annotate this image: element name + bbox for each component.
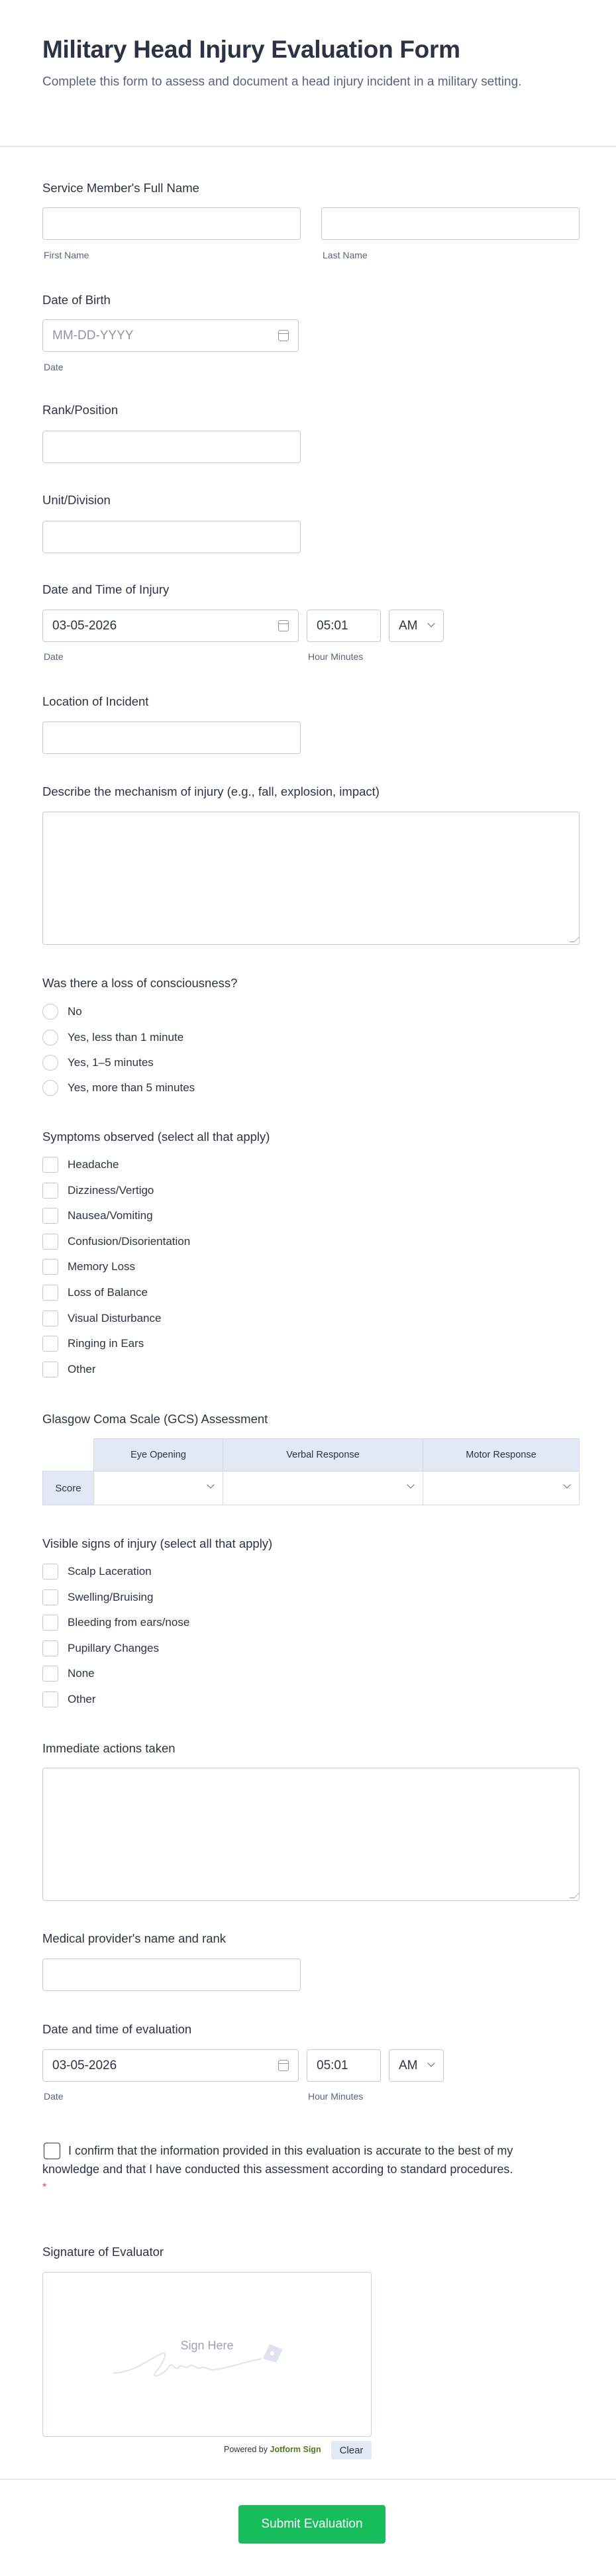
actions-textarea[interactable] (42, 1768, 580, 1901)
gcs-motor-select[interactable] (423, 1472, 580, 1505)
confirm-label: I confirm that the information provided in this evaluation is accurate to the best of my knowledge and that I have conducted this assessment according to standard procedures. (42, 2144, 513, 2176)
injury-date-sublabel: Date (44, 651, 64, 662)
radio-button[interactable] (42, 1080, 58, 1096)
loc-option[interactable] (42, 1003, 82, 1020)
eval-time-sublabel: Hour Minutes (308, 2091, 364, 2102)
symptoms-option[interactable] (42, 1258, 135, 1275)
option-label: Visual Disturbance (68, 1311, 162, 1324)
calendar-icon[interactable] (278, 2060, 289, 2071)
resize-handle-icon[interactable] (569, 1893, 580, 1898)
brand-link[interactable]: Jotform Sign (270, 2445, 321, 2454)
option-label: No (68, 1005, 82, 1018)
first-name-input[interactable] (42, 207, 301, 240)
provider-input[interactable] (42, 1959, 301, 1991)
mechanism-textarea[interactable] (42, 812, 580, 945)
option-label: Confusion/Disorientation (68, 1234, 191, 1248)
confirm-text (42, 2141, 519, 2200)
header-divider (0, 146, 616, 147)
eval-datetime-label: Date and time of evaluation (42, 2022, 192, 2036)
radio-button[interactable] (42, 1055, 58, 1071)
eval-date-sublabel: Date (44, 2091, 64, 2102)
dob-placeholder: MM-DD-YYYY (52, 328, 134, 343)
calendar-icon[interactable] (278, 620, 289, 631)
dob-sublabel: Date (44, 362, 64, 372)
loc-option[interactable] (42, 1079, 195, 1097)
radio-button[interactable] (42, 1004, 58, 1020)
gcs-col-header: Eye Opening (94, 1439, 223, 1472)
option-label: Swelling/Bruising (68, 1590, 154, 1603)
gcs-table (42, 1438, 580, 1505)
powered-by-text: Powered by (224, 2445, 268, 2454)
injury-datetime-label: Date and Time of Injury (42, 582, 170, 596)
symptoms-label: Symptoms observed (select all that apply) (42, 1130, 270, 1144)
actions-label: Immediate actions taken (42, 1741, 176, 1755)
signs-option[interactable] (42, 1691, 96, 1708)
checkbox[interactable] (42, 1157, 58, 1173)
chevron-down-icon (207, 1481, 214, 1488)
injury-time-input[interactable] (307, 610, 381, 642)
loc-option[interactable] (42, 1054, 154, 1071)
checkbox[interactable] (42, 1362, 58, 1377)
eval-time-input[interactable] (307, 2049, 381, 2082)
chevron-down-icon (563, 1481, 570, 1488)
checkbox[interactable] (42, 1336, 58, 1352)
checkbox[interactable] (42, 1640, 58, 1656)
clear-signature-button[interactable]: Clear (331, 2441, 372, 2459)
checkbox[interactable] (42, 1589, 58, 1605)
signs-label: Visible signs of injury (select all that apply) (42, 1536, 273, 1550)
option-label: Bleeding from ears/nose (68, 1616, 190, 1629)
gcs-col-header: Motor Response (423, 1439, 580, 1472)
first-name-sublabel: First Name (44, 250, 89, 260)
checkbox[interactable] (42, 1666, 58, 1682)
option-label: None (68, 1667, 95, 1680)
submit-button[interactable]: Submit Evaluation (238, 2505, 385, 2544)
dob-input[interactable] (42, 319, 299, 352)
full-name-label: Service Member's Full Name (42, 181, 199, 195)
option-label: Yes, 1–5 minutes (68, 1056, 154, 1069)
injury-date-value: 03-05-2026 (52, 618, 117, 633)
option-label: Yes, more than 5 minutes (68, 1081, 195, 1094)
symptoms-option[interactable] (42, 1233, 190, 1250)
radio-button[interactable] (42, 1030, 58, 1046)
powered-by (224, 2445, 321, 2454)
signs-option[interactable] (42, 1589, 153, 1606)
required-asterisk: * (42, 2182, 47, 2193)
checkbox[interactable] (42, 1183, 58, 1199)
chevron-down-icon (407, 1481, 414, 1488)
option-label: Dizziness/Vertigo (68, 1183, 154, 1197)
dob-label: Date of Birth (42, 293, 111, 307)
symptoms-option[interactable] (42, 1156, 119, 1173)
eval-ampm-select[interactable] (389, 2049, 444, 2082)
checkbox[interactable] (42, 1259, 58, 1275)
signature-scribble-icon (109, 2339, 301, 2379)
sign-here-placeholder: Sign Here (180, 2339, 234, 2352)
checkbox[interactable] (42, 1564, 58, 1580)
chevron-down-icon (427, 619, 435, 627)
eval-time-value: 05:01 (317, 2058, 348, 2072)
resize-handle-icon[interactable] (569, 937, 580, 942)
gcs-row-header: Score (43, 1472, 94, 1505)
injury-ampm-value: AM (399, 618, 418, 633)
rank-label: Rank/Position (42, 403, 119, 417)
symptoms-option[interactable] (42, 1335, 144, 1352)
signature-pad[interactable] (42, 2272, 372, 2437)
option-label: Yes, less than 1 minute (68, 1031, 184, 1044)
injury-ampm-select[interactable] (389, 610, 444, 642)
option-label: Pupillary Changes (68, 1641, 159, 1654)
eval-ampm-value: AM (399, 2058, 418, 2072)
signs-option[interactable] (42, 1563, 152, 1580)
option-label: Headache (68, 1158, 119, 1171)
checkbox[interactable] (42, 1615, 58, 1631)
injury-time-sublabel: Hour Minutes (308, 651, 364, 662)
form-title: Military Head Injury Evaluation Form (42, 36, 460, 63)
option-label: Scalp Laceration (68, 1565, 152, 1578)
calendar-icon[interactable] (278, 330, 289, 341)
symptoms-option[interactable] (42, 1310, 161, 1327)
checkbox[interactable] (42, 1285, 58, 1301)
symptoms-option[interactable] (42, 1182, 154, 1199)
loc-option[interactable] (42, 1029, 183, 1046)
gcs-corner (43, 1439, 94, 1472)
eval-date-input[interactable] (42, 2049, 299, 2082)
option-label: Other (68, 1362, 96, 1375)
option-label: Other (68, 1693, 96, 1705)
rank-input[interactable] (42, 431, 301, 463)
option-label: Loss of Balance (68, 1286, 148, 1299)
gcs-label: Glasgow Coma Scale (GCS) Assessment (42, 1412, 268, 1426)
unit-label: Unit/Division (42, 493, 111, 507)
footer-divider (0, 2479, 616, 2480)
injury-time-value: 05:01 (317, 618, 348, 633)
form-subtitle: Complete this form to assess and document a head injury incident in a military setting. (42, 75, 522, 89)
option-label: Memory Loss (68, 1260, 136, 1273)
gcs-col-header: Verbal Response (223, 1439, 423, 1472)
loc-label: Was there a loss of consciousness? (42, 976, 238, 990)
unit-input[interactable] (42, 521, 301, 553)
chevron-down-icon (427, 2059, 435, 2066)
location-label: Location of Incident (42, 694, 149, 708)
checkbox[interactable] (42, 1691, 58, 1707)
checkbox[interactable] (42, 1208, 58, 1224)
gcs-eye-select[interactable] (94, 1472, 223, 1505)
last-name-input[interactable] (321, 207, 580, 240)
mechanism-label: Describe the mechanism of injury (e.g., fall, explosion, impact) (42, 784, 380, 798)
option-label: Ringing in Ears (68, 1337, 144, 1350)
checkbox[interactable] (42, 1311, 58, 1326)
gcs-verbal-select[interactable] (223, 1472, 423, 1505)
symptoms-option[interactable] (42, 1361, 96, 1378)
location-input[interactable] (42, 722, 301, 754)
symptoms-option[interactable] (42, 1284, 148, 1301)
last-name-sublabel: Last Name (323, 250, 368, 260)
symptoms-option[interactable] (42, 1207, 153, 1224)
provider-label: Medical provider's name and rank (42, 1931, 227, 1945)
injury-date-input[interactable] (42, 610, 299, 642)
checkbox[interactable] (42, 1234, 58, 1250)
signature-label: Signature of Evaluator (42, 2245, 164, 2259)
signs-option[interactable] (42, 1640, 159, 1657)
eval-date-value: 03-05-2026 (52, 2058, 117, 2072)
signs-option[interactable] (42, 1614, 189, 1631)
option-label: Nausea/Vomiting (68, 1209, 153, 1222)
signs-option[interactable] (42, 1665, 95, 1682)
